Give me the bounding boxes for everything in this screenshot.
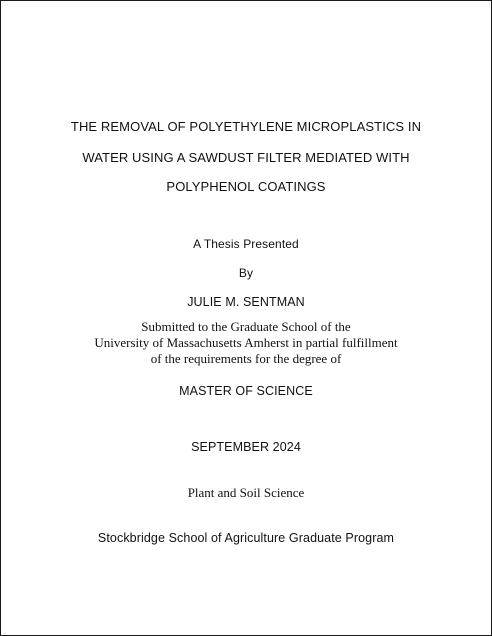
degree-name: MASTER OF SCIENCE bbox=[179, 384, 313, 398]
program-name: Stockbridge School of Agriculture Graduate Program bbox=[97, 531, 395, 545]
thesis-title-line-3: POLYPHENOL COATINGS bbox=[166, 179, 326, 194]
submission-line-1: Submitted to the Graduate School of the bbox=[141, 319, 351, 334]
submission-line-3: of the requirements for the degree of bbox=[150, 351, 342, 366]
author-name: JULIE M. SENTMAN bbox=[187, 295, 305, 309]
submission-date: SEPTEMBER 2024 bbox=[191, 440, 301, 454]
thesis-title-line-1: THE REMOVAL OF POLYETHYLENE MICROPLASTICS IN bbox=[70, 119, 422, 134]
thesis-presented-text: A Thesis Presented bbox=[193, 237, 299, 251]
by-text: By bbox=[238, 266, 254, 280]
thesis-title-line-2: WATER USING A SAWDUST FILTER MEDIATED WITH bbox=[82, 150, 410, 165]
department-name: Plant and Soil Science bbox=[187, 485, 305, 500]
submission-line-2: University of Massachusetts Amherst in partial fulfillment bbox=[94, 335, 398, 350]
